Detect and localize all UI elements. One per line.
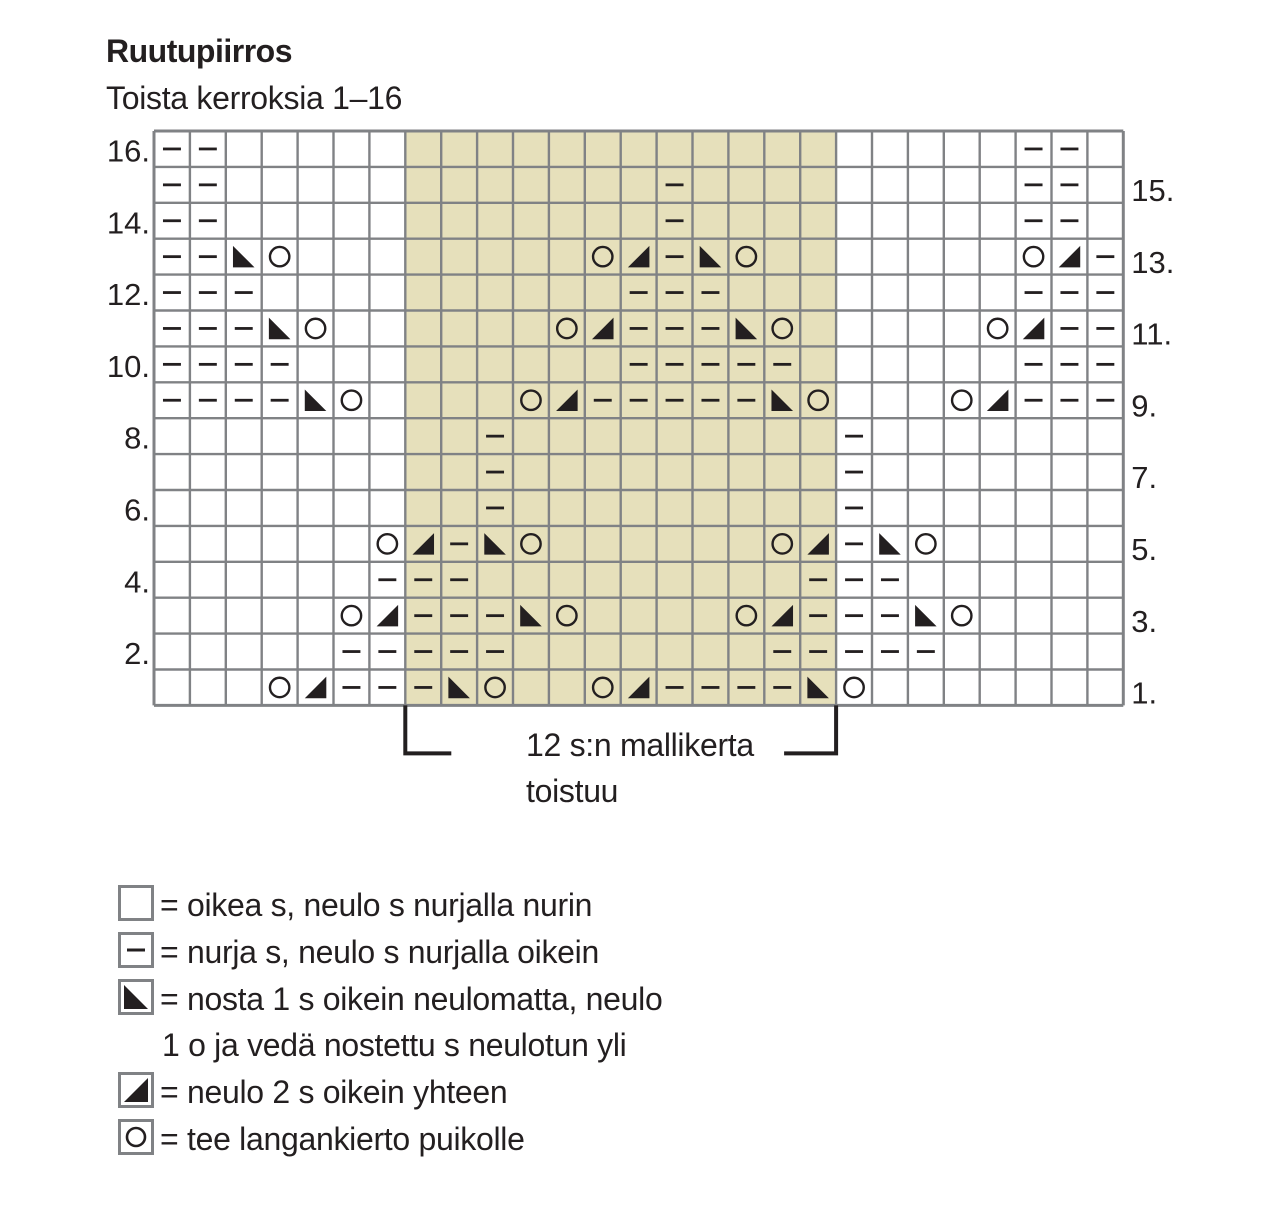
row-label-left: 2. [124,636,150,672]
purl-mark [199,219,217,222]
row-label-left: 14. [106,205,150,241]
purl-mark [378,686,396,689]
purl-mark [881,578,899,581]
purl-mark [845,542,863,545]
purl-mark [917,650,935,653]
purl-mark [486,614,504,617]
purl-mark [414,650,432,653]
purl-mark [701,363,719,366]
purl-mark [1060,363,1078,366]
purl-mark [773,686,791,689]
purl-mark [845,507,863,510]
purl-mark [271,399,289,402]
purl-mark [809,578,827,581]
row-label-left: 10. [106,348,150,384]
purl-mark [1025,148,1043,151]
purl-mark [737,399,755,402]
purl-mark [163,219,181,222]
purl-mark [1096,255,1114,258]
legend-text-skp-cont: 1 o ja vedä nostettu s neulotun yli [162,1027,627,1063]
purl-mark [630,399,648,402]
purl-mark [199,183,217,186]
purl-mark [1025,291,1043,294]
purl-mark [378,650,396,653]
purl-mark [450,578,468,581]
purl-mark [1096,291,1114,294]
skp-mark [269,318,291,340]
row-label-right: 5. [1131,532,1158,568]
purl-mark [666,686,684,689]
purl-mark [163,399,181,402]
row-label-left: 6. [124,492,150,528]
purl-mark [450,542,468,545]
yarnover-mark [270,247,289,266]
purl-mark [163,183,181,186]
purl-mark [486,435,504,438]
purl-mark [342,686,360,689]
yarnover-mark [844,678,863,697]
k2tog-mark [377,605,399,627]
purl-mark [163,291,181,294]
purl-mark [1025,399,1043,402]
purl-mark [199,255,217,258]
purl-mark [666,399,684,402]
purl-mark [450,614,468,617]
purl-mark [163,255,181,258]
repeat-bracket-left [405,705,451,753]
purl-mark [486,471,504,474]
purl-mark [630,291,648,294]
purl-mark [414,614,432,617]
purl-mark [1096,363,1114,366]
purl-mark [1096,327,1114,330]
repeat-label-line-1: 12 s:n mallikerta [526,727,754,763]
yarnover-mark [270,678,289,697]
yarnover-mark [952,391,971,410]
row-label-right: 9. [1131,388,1158,424]
purl-mark [701,399,719,402]
legend-text-purl: = nurja s, neulo s nurjalla oikein [160,934,599,970]
purl-mark [1025,363,1043,366]
purl-mark [666,327,684,330]
purl-mark [450,650,468,653]
purl-mark [1096,399,1114,402]
purl-mark [666,291,684,294]
purl-mark [199,363,217,366]
legend-text-yarnover: = tee langankierto puikolle [160,1121,525,1157]
purl-mark [1060,327,1078,330]
purl-mark [199,291,217,294]
row-label-right: 3. [1131,603,1158,639]
purl-icon [118,932,154,968]
knit-icon [118,885,154,921]
skp-mark [915,605,937,627]
purl-mark [163,148,181,151]
purl-mark [630,363,648,366]
chart-title: Ruutupiirros [106,33,292,69]
purl-mark [199,399,217,402]
purl-mark [845,578,863,581]
purl-mark [1060,291,1078,294]
purl-mark [630,327,648,330]
row-label-left: 16. [106,133,150,169]
purl-mark [1025,219,1043,222]
purl-mark [809,614,827,617]
repeat-label [526,722,754,814]
row-label-right: 7. [1131,460,1158,496]
purl-mark [701,686,719,689]
row-label-right: 1. [1131,675,1158,711]
repeat-bracket-right [784,705,836,753]
purl-mark [199,327,217,330]
purl-mark [666,219,684,222]
purl-mark [666,363,684,366]
row-label-right: 11. [1131,316,1173,352]
purl-mark [414,686,432,689]
purl-mark [881,650,899,653]
k2tog-icon [118,1072,154,1108]
purl-mark [666,255,684,258]
yarnover-mark [988,319,1007,338]
row-label-left: 8. [124,420,150,456]
skp-icon [118,979,154,1015]
purl-mark [737,363,755,366]
legend-text-k2tog: = neulo 2 s oikein yhteen [160,1074,508,1110]
purl-mark [486,650,504,653]
yarnover-mark [342,606,361,625]
legend-text-skp: = nosta 1 s oikein neulomatta, neulo [160,981,663,1017]
purl-mark [845,614,863,617]
yarnover-mark [378,534,397,553]
purl-mark [773,650,791,653]
purl-mark [881,614,899,617]
chart-subtitle: Toista kerroksia 1–16 [106,80,403,116]
purl-mark [163,363,181,366]
purl-mark [235,327,253,330]
row-label-left: 12. [106,277,150,313]
skp-mark [305,389,327,411]
purl-mark [271,363,289,366]
purl-mark [737,686,755,689]
purl-mark [199,148,217,151]
legend-text-knit: = oikea s, neulo s nurjalla nurin [160,887,593,923]
k2tog-mark [1059,246,1081,268]
yarnover-mark [342,391,361,410]
purl-mark [701,291,719,294]
purl-mark [845,471,863,474]
purl-mark [1060,399,1078,402]
purl-mark [163,327,181,330]
row-label-right: 13. [1131,244,1175,280]
purl-mark [342,650,360,653]
k2tog-mark [1023,318,1045,340]
purl-mark [809,650,827,653]
purl-mark [1060,219,1078,222]
purl-mark [845,650,863,653]
purl-mark [1060,183,1078,186]
yarnover-mark [1024,247,1043,266]
purl-mark [701,327,719,330]
purl-mark [378,578,396,581]
yarnover-mark [952,606,971,625]
k2tog-mark [305,677,327,699]
k2tog-mark [987,389,1009,411]
yarnover-mark [306,319,325,338]
purl-mark [773,363,791,366]
purl-mark [594,399,612,402]
repeat-label-line-2: toistuu [526,773,619,809]
purl-mark [1025,183,1043,186]
yarnover-icon [118,1119,154,1155]
purl-mark [235,363,253,366]
purl-mark [666,183,684,186]
purl-mark [1060,148,1078,151]
purl-mark [414,578,432,581]
yarnover-mark [916,534,935,553]
purl-mark [845,435,863,438]
purl-mark [235,399,253,402]
purl-mark [486,507,504,510]
skp-mark [233,246,255,268]
skp-mark [879,533,901,555]
purl-mark [235,291,253,294]
row-label-left: 4. [124,564,150,600]
row-label-right: 15. [1131,173,1175,209]
